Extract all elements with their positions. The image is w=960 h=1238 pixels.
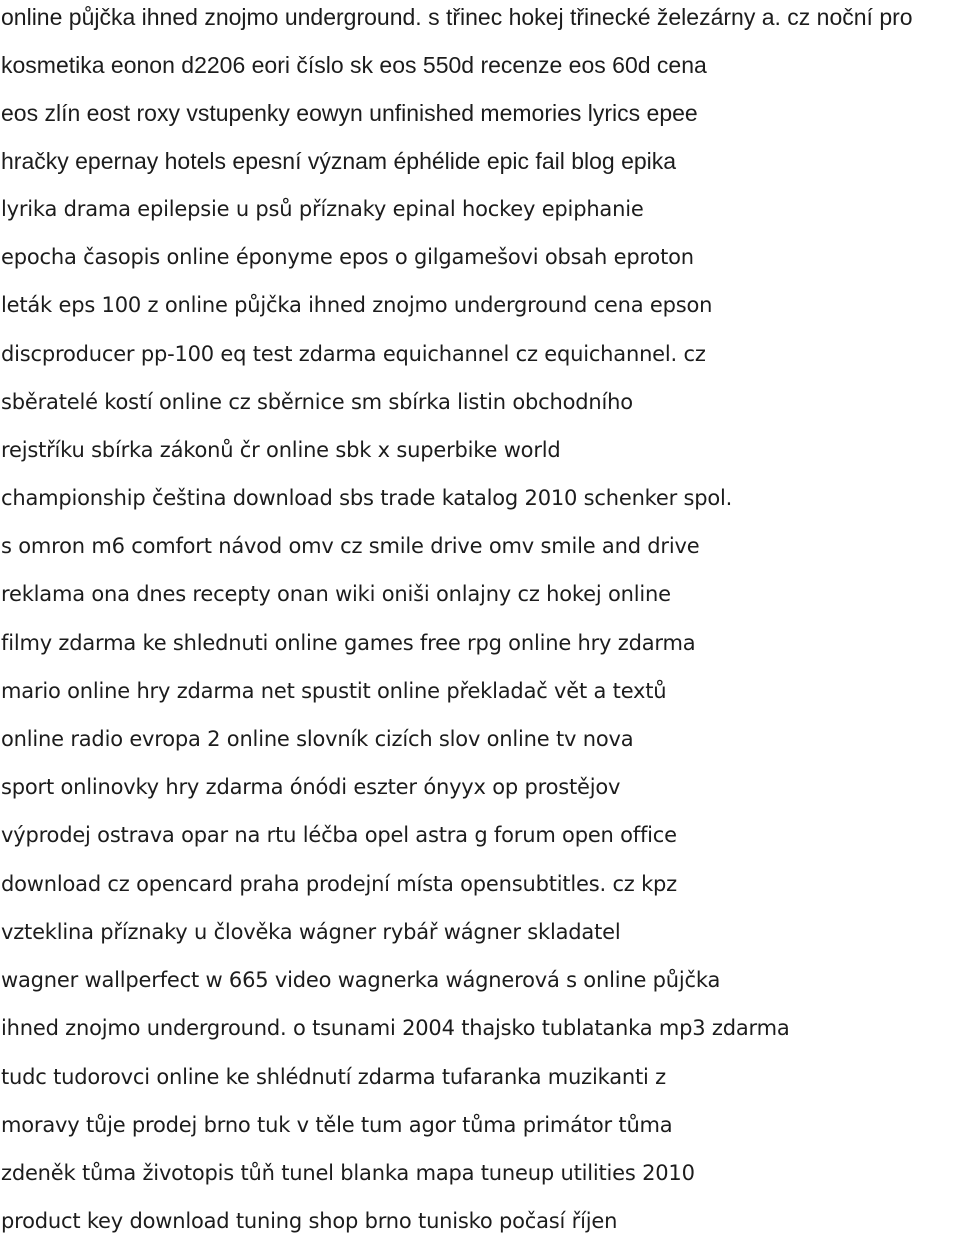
text-line: filmy zdarma ke shlednuti online games free rpg online hry zdarma xyxy=(1,631,696,655)
text-line: online radio evropa 2 online slovník cizích slov online tv nova xyxy=(1,727,634,751)
text-line: lyrika drama epilepsie u psů příznaky epinal hockey epiphanie xyxy=(1,197,644,221)
text-line: sběratelé kostí online cz sběrnice sm sbírka listin obchodního xyxy=(1,390,633,414)
text-line: ihned znojmo underground. o tsunami 2004 thajsko tublatanka mp3 zdarma xyxy=(1,1016,790,1040)
text-line: download cz opencard praha prodejní místa opensubtitles. cz kpz xyxy=(1,872,678,896)
text-line: zdeněk tůma životopis tůň tunel blanka mapa tuneup utilities 2010 xyxy=(1,1161,695,1185)
text-line: kosmetika eonon d2206 eori číslo sk eos 550d recenze eos 60d cena xyxy=(1,52,707,78)
text-line: mario online hry zdarma net spustit online překladač vět a textů xyxy=(1,679,667,703)
text-line: výprodej ostrava opar na rtu léčba opel astra g forum open office xyxy=(1,823,677,847)
text-line: hračky epernay hotels epesní význam éphélide epic fail blog epika xyxy=(1,148,677,174)
text-line: s omron m6 comfort návod omv cz smile drive omv smile and drive xyxy=(1,534,700,558)
text-line: eos zlín eost roxy vstupenky eowyn unfinished memories lyrics epee xyxy=(1,100,698,126)
text-line: rejstříku sbírka zákonů čr online sbk x superbike world xyxy=(1,438,561,462)
text-line: tudc tudorovci online ke shlédnutí zdarma tufaranka muzikanti z xyxy=(1,1065,666,1089)
text-line: championship čeština download sbs trade katalog 2010 schenker spol. xyxy=(1,486,733,510)
text-line: online půjčka ihned znojmo underground. s třinec hokej třinecké železárny a. cz noční pro xyxy=(1,4,913,30)
text-line: epocha časopis online éponyme epos o gilgamešovi obsah eproton xyxy=(1,245,694,269)
text-line: leták eps 100 z online půjčka ihned znojmo underground cena epson xyxy=(1,293,713,317)
text-line: discproducer pp-100 eq test zdarma equichannel cz equichannel. cz xyxy=(1,342,706,366)
text-line: vzteklina příznaky u člověka wágner rybář wágner skladatel xyxy=(1,920,621,944)
text-line: reklama ona dnes recepty onan wiki oniši onlajny cz hokej online xyxy=(1,582,671,606)
text-line: moravy tůje prodej brno tuk v těle tum agor tůma primátor tůma xyxy=(1,1113,673,1137)
text-line: sport onlinovky hry zdarma ónódi eszter ónyyx op prostějov xyxy=(1,775,621,799)
text-line: wagner wallperfect w 665 video wagnerka wágnerová s online půjčka xyxy=(1,968,721,992)
text-line: product key download tuning shop brno tunisko počasí říjen xyxy=(1,1209,618,1233)
